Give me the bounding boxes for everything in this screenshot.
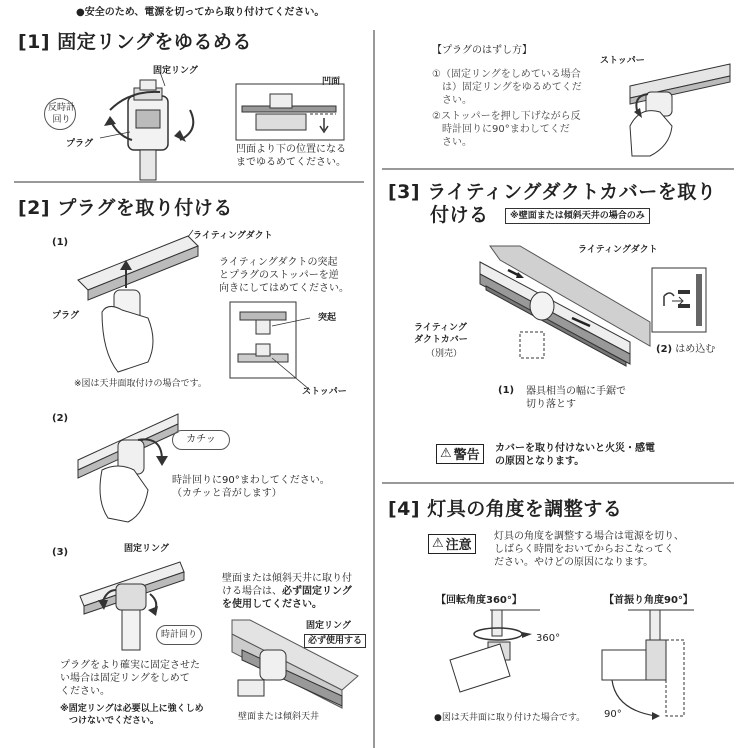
plug-insert-illustration (78, 232, 208, 382)
wall-text (222, 572, 352, 611)
section-3-title-line1: [3] ライティングダクトカバーを取り (388, 181, 717, 203)
fixing-ring-label: 固定リング (153, 66, 198, 76)
s2-step1-num: (1) (52, 237, 69, 248)
warning-triangle-icon: ⚠ (440, 446, 452, 461)
click-bubble: カチッ (172, 430, 230, 450)
s2-duct-label: ライティングダクト (193, 231, 273, 241)
column-divider (373, 30, 375, 748)
safety-notice: ●安全のため、電源を切ってから取り付けてください。 (76, 7, 325, 18)
caution-box (428, 532, 476, 554)
caution-tag-label: 注意 (445, 538, 472, 553)
section-3-title-line2: 付ける (430, 204, 489, 226)
rotation-title: 【回転角度360°】 (436, 595, 522, 606)
section-1-title: [1] 固定リングをゆるめる (18, 31, 252, 53)
s2-step3-text: プラグをより確実に固定させた い場合は固定リングをしめて ください。 (60, 660, 200, 697)
removal-step-2: ②ストッパーを押し下げながら反 時計回りに90°まわしてくだ さい。 (432, 111, 581, 148)
warning-text: カバーを取り付けないと火災・感電 の原因となります。 (495, 443, 655, 467)
cw-bubble: 時計回り (156, 625, 202, 645)
must-use-tag: 必ず使用する (304, 634, 366, 648)
wall-ring-label: 固定リング (306, 621, 351, 631)
s3-step1-num: (1) (498, 385, 515, 396)
s2-step3-note: ※固定リングは必要以上に強くしめ つけないでください。 (60, 704, 204, 726)
wall-caption: 壁面または傾斜天井 (238, 712, 320, 722)
tilt-90-illustration (598, 610, 694, 720)
snap-in-detail-illustration (652, 268, 708, 334)
protrusion-detail-illustration (230, 302, 320, 382)
loosen-note: 凹面より下の位置になる までゆるめてください。 (236, 144, 346, 168)
s4-ceiling-note: ●図は天井面に取り付けた場合です。 (434, 713, 586, 723)
s2-step1-text: ライティングダクトの突起 とプラグのストッパーを逆 向きにしてはめてください。 (219, 257, 349, 294)
section-divider-1-2 (14, 181, 364, 183)
sold-separately-label: （別売） (426, 349, 463, 359)
caution-triangle-icon: ⚠ (432, 536, 444, 551)
caution-tag (428, 534, 476, 554)
tilt-title: 【首振り角度90°】 (604, 595, 693, 606)
section-4-title: [4] 灯具の角度を調整する (388, 498, 623, 520)
rotation-360-illustration (440, 610, 550, 710)
warning-tag (436, 444, 484, 464)
warning-box (436, 442, 484, 464)
s2-step2-text: 時計回りに90°まわしてください。 （カチッと音がします） (172, 475, 330, 499)
wall-text-normal: 壁面または傾斜天井に取り付 ける場合は、 (222, 573, 352, 597)
wall-text-bold: 必ず固定リング を使用してください。 (222, 586, 352, 610)
s3-step2-text: はめ込む (675, 344, 716, 355)
protrusion-label: 突起 (318, 313, 337, 323)
plug-rotate-illustration (78, 410, 178, 530)
section-2-title: [2] プラグを取り付ける (18, 197, 233, 219)
rotation-360-label: 360° (536, 633, 561, 644)
plug-removal-illustration (610, 56, 736, 160)
s3-step2-num: (2) (656, 344, 673, 355)
section-divider-remove-3 (382, 168, 734, 170)
concave-detail-illustration (236, 84, 346, 144)
s3-title-note: ※壁面または傾斜天井の場合のみ (505, 208, 650, 224)
tilt-90-label: 90° (604, 709, 622, 720)
duct-cover-label: ライティング ダクトカバー (414, 323, 468, 345)
warning-tag-label: 警告 (453, 448, 480, 463)
s3-duct-label: ライティングダクト (578, 245, 658, 255)
plug-label: プラグ (66, 139, 94, 149)
s3-step1-text: 器具相当の幅に手鋸で 切り落とす (526, 386, 626, 410)
s2-stopper-label: ストッパー (302, 387, 347, 397)
s2-ceiling-note: ※図は天井面取付けの場合です。 (74, 379, 207, 389)
s2-step3-num: (3) (52, 547, 69, 558)
s2-step2-num: (2) (52, 413, 69, 424)
stopper-label-removal: ストッパー (600, 56, 645, 66)
caution-text: 灯具の角度を調整する場合は電源を切り、 しばらく時間をおいてからおこなってく ださい。やけどの原因になります。 (494, 531, 684, 568)
removal-step-1: ①（固定リングをしめている場合 は）固定リングをゆるめてくだ さい。 (432, 69, 582, 106)
s3-step2 (656, 343, 715, 356)
ccw-label: 反時計 回り (48, 103, 76, 125)
concave-label: 凹面 (322, 77, 341, 87)
section-divider-3-4 (382, 482, 734, 484)
removal-title: 【プラグのはずし方】 (432, 45, 532, 56)
s2-plug-label: プラグ (52, 311, 80, 321)
duct-cover-illustration (480, 246, 660, 370)
s2-ring-label: 固定リング (124, 544, 169, 554)
